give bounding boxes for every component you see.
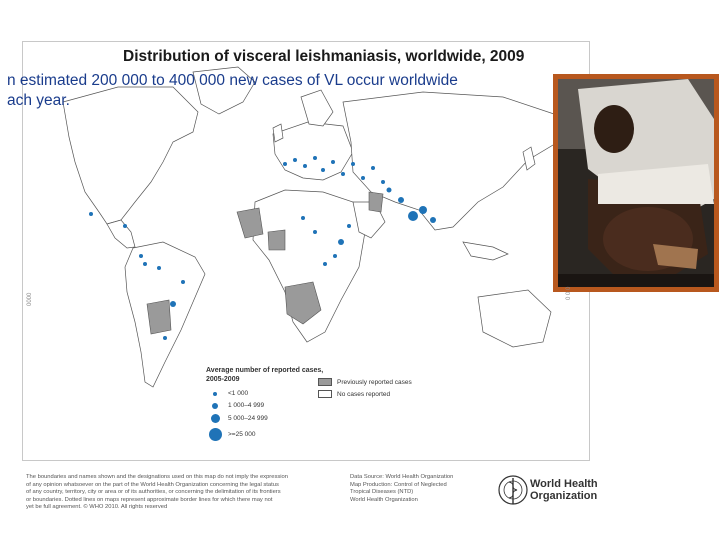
central-america-shape (107, 220, 135, 248)
legend-size-label: 5 000–24 999 (228, 415, 268, 422)
europe-shape (273, 122, 353, 180)
caption-line2: ach year. (7, 92, 70, 109)
case-dot (313, 230, 317, 234)
case-dot (301, 216, 305, 220)
case-dot (321, 168, 325, 172)
slide-caption (7, 71, 458, 111)
endemic-area-west-africa (268, 230, 285, 250)
legend-size-row (206, 414, 268, 423)
medium-dot-icon (212, 403, 218, 409)
source-line: World Health Organization (350, 496, 418, 503)
who-org-name (530, 478, 620, 502)
map-title: Distribution of visceral leishmaniasis, worldwide, 2009 (123, 48, 525, 65)
case-dot (283, 162, 287, 166)
case-dot (398, 197, 404, 203)
legend-area-row (318, 390, 390, 398)
legend-size-label: >=25 000 (228, 431, 256, 438)
legend-area-label: Previously reported cases (337, 378, 412, 386)
photo-side-marks: 0 0 0 (566, 286, 572, 300)
disclaimer-line: The boundaries and names shown and the designations used on this map do not imply the expression (26, 474, 288, 480)
case-dot (331, 160, 335, 164)
case-dot (408, 211, 418, 221)
legend-title-line2: 2005-2009 (206, 376, 240, 383)
case-dot (371, 166, 375, 170)
case-dot (123, 224, 127, 228)
case-dot (381, 180, 385, 184)
large-dot-icon (211, 414, 220, 423)
se-asia-islands-shape (463, 242, 508, 260)
case-dot (430, 217, 436, 223)
case-dot (323, 262, 327, 266)
map-legend (206, 366, 466, 456)
legend-size-label: 1 000–4 999 (228, 402, 265, 409)
case-dot (89, 212, 93, 216)
source-line: Map Production: Control of Neglected (350, 481, 447, 488)
disclaimer-line: yet be full agreement. © WHO 2010. All rights reserved (26, 504, 168, 511)
xlarge-dot-icon (209, 428, 222, 441)
grey-swatch-icon (318, 378, 332, 386)
white-swatch-icon (318, 390, 332, 398)
case-dot (347, 224, 351, 228)
org-name-line1: World Health (530, 478, 598, 490)
legend-size-label: <1 000 (228, 390, 249, 397)
case-dot (157, 266, 161, 270)
endemic-area-brazil (147, 300, 171, 334)
case-dot (341, 172, 345, 176)
caption-line1: n estimated 200 000 to 400 000 new cases of VL occur worldwide (7, 72, 458, 89)
case-dot (313, 156, 317, 160)
case-dot (139, 254, 143, 258)
legend-size-row (206, 402, 264, 409)
endemic-area-sahel (237, 208, 263, 238)
endemic-area-arabia (369, 192, 383, 212)
case-dot (303, 164, 307, 168)
disclaimer-line: of any country, territory, city or area or of its authorities, or concerning the delimitation of its frontiers (26, 489, 281, 496)
case-dot (419, 206, 427, 214)
legend-area-label: No cases reported (337, 390, 391, 398)
disclaimer-line: of any opinion whatsoever on the part of the World Health Organization concerning the legal status (26, 481, 279, 488)
source-line: Data Source: World Health Organization (350, 474, 454, 480)
case-dot (181, 280, 185, 284)
map-disclaimer (26, 474, 341, 512)
side-scale-text: 0000 (27, 292, 33, 306)
case-dot (163, 336, 167, 340)
small-dot-icon (213, 392, 217, 396)
legend-size-row (206, 428, 255, 441)
case-dot (361, 176, 365, 180)
case-dot (143, 262, 147, 266)
disclaimer-line: or boundaries. Dotted lines on maps represent approximate border lines for which there may not (26, 496, 273, 503)
case-dot (293, 158, 297, 162)
case-dot (170, 301, 176, 307)
case-dot (351, 162, 355, 166)
case-dot (338, 239, 344, 245)
australia-shape (478, 290, 551, 347)
case-dot (333, 254, 337, 258)
legend-area-row (318, 378, 412, 386)
legend-size-row (206, 390, 248, 397)
legend-title-line1: Average number of reported cases, (206, 367, 324, 374)
map-source (350, 474, 490, 504)
case-dot (387, 188, 392, 193)
patient-photo-image (558, 79, 714, 287)
patient-photo (553, 74, 719, 292)
org-name-line2: Organization (530, 490, 598, 502)
source-line: Tropical Diseases (NTD) (350, 489, 414, 496)
